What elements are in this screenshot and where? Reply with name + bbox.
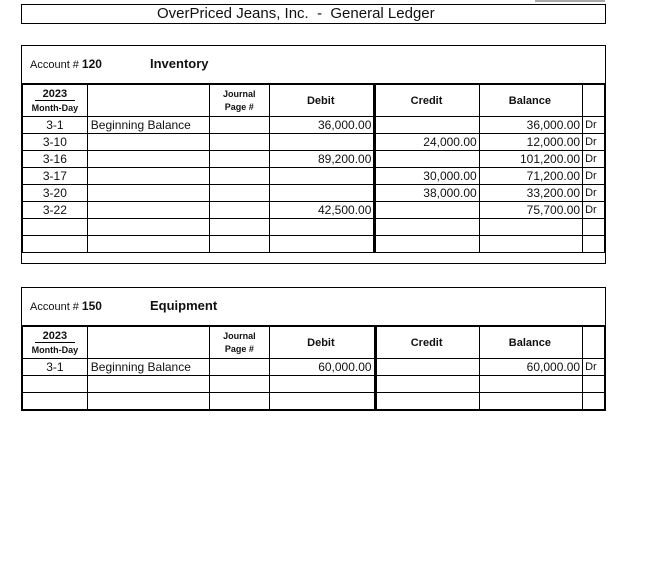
credit-cell bbox=[375, 393, 479, 410]
journal-page-cell bbox=[209, 185, 270, 202]
description-cell bbox=[87, 185, 209, 202]
balance-cell: 33,200.00 bbox=[479, 185, 582, 202]
page-title: OverPriced Jeans, Inc. - General Ledger bbox=[157, 5, 435, 22]
credit-cell: 38,000.00 bbox=[375, 185, 479, 202]
balance-side-cell: Dr bbox=[583, 359, 605, 376]
debit-cell bbox=[270, 236, 375, 253]
ledger-table bbox=[22, 326, 605, 410]
credit-cell bbox=[375, 376, 479, 393]
journal-page-cell bbox=[209, 393, 270, 410]
account-name: Equipment bbox=[150, 298, 218, 313]
description-cell: Beginning Balance bbox=[87, 359, 209, 376]
top-edge-mark bbox=[535, 0, 605, 2]
account-label: Account # 150 bbox=[30, 299, 102, 313]
table-row bbox=[23, 168, 605, 185]
credit-cell bbox=[375, 236, 479, 253]
balance-cell bbox=[479, 393, 582, 410]
date-cell: 3-20 bbox=[23, 185, 88, 202]
date-header: 2023 Month-Day bbox=[23, 327, 88, 359]
table-row bbox=[23, 202, 605, 219]
journal-page-cell bbox=[209, 134, 270, 151]
balance-cell: 101,200.00 bbox=[479, 151, 582, 168]
column-header-row bbox=[23, 327, 605, 359]
balance-cell bbox=[479, 236, 582, 253]
description-cell bbox=[87, 134, 209, 151]
journal-page-cell bbox=[209, 151, 270, 168]
credit-header: Credit bbox=[375, 85, 479, 117]
balance-side-cell: Dr bbox=[583, 168, 605, 185]
description-cell bbox=[87, 219, 209, 236]
description-cell bbox=[87, 236, 209, 253]
table-row bbox=[23, 393, 605, 410]
balance-side-cell: Dr bbox=[583, 151, 605, 168]
table-row bbox=[23, 359, 605, 376]
account-number: 120 bbox=[81, 57, 102, 71]
description-header bbox=[87, 327, 209, 359]
credit-cell: 30,000.00 bbox=[375, 168, 479, 185]
column-header-row bbox=[23, 85, 605, 117]
table-row bbox=[23, 236, 605, 253]
description-header bbox=[87, 85, 209, 117]
debit-cell bbox=[270, 219, 375, 236]
date-cell: 3-10 bbox=[23, 134, 88, 151]
account-header bbox=[22, 46, 605, 84]
date-header: 2023 Month-Day bbox=[23, 85, 88, 117]
balance-cell: 71,200.00 bbox=[479, 168, 582, 185]
debit-cell bbox=[270, 376, 375, 393]
ledger-equipment bbox=[21, 287, 606, 411]
balance-side-cell bbox=[583, 376, 605, 393]
account-name: Inventory bbox=[150, 56, 209, 71]
journal-page-cell bbox=[209, 219, 270, 236]
balance-header: Balance bbox=[479, 327, 582, 359]
date-cell bbox=[23, 393, 88, 410]
journal-page-header: Journal Page # bbox=[209, 85, 270, 117]
description-cell bbox=[87, 168, 209, 185]
journal-page-cell bbox=[209, 117, 270, 134]
balance-cell bbox=[479, 376, 582, 393]
table-row bbox=[23, 219, 605, 236]
description-cell bbox=[87, 151, 209, 168]
date-cell bbox=[23, 236, 88, 253]
debit-header: Debit bbox=[270, 85, 375, 117]
description-cell bbox=[87, 202, 209, 219]
account-number: 150 bbox=[81, 299, 102, 313]
ledger-inventory bbox=[21, 45, 606, 264]
credit-header: Credit bbox=[375, 327, 479, 359]
credit-cell bbox=[375, 151, 479, 168]
date-cell: 3-1 bbox=[23, 359, 88, 376]
balance-side-cell bbox=[583, 219, 605, 236]
date-cell bbox=[23, 219, 88, 236]
balance-cell: 60,000.00 bbox=[479, 359, 582, 376]
debit-cell bbox=[270, 393, 375, 410]
debit-cell bbox=[270, 134, 375, 151]
date-cell bbox=[23, 376, 88, 393]
balance-side-cell bbox=[583, 393, 605, 410]
date-cell: 3-16 bbox=[23, 151, 88, 168]
credit-cell: 24,000.00 bbox=[375, 134, 479, 151]
account-header bbox=[22, 288, 605, 326]
debit-cell: 36,000.00 bbox=[270, 117, 375, 134]
balance-side-cell: Dr bbox=[583, 185, 605, 202]
journal-page-cell bbox=[209, 236, 270, 253]
description-cell bbox=[87, 376, 209, 393]
description-cell: Beginning Balance bbox=[87, 117, 209, 134]
ledger-table bbox=[22, 84, 605, 253]
table-row bbox=[23, 185, 605, 202]
table-row bbox=[23, 376, 605, 393]
side-header bbox=[583, 85, 605, 117]
balance-cell bbox=[479, 219, 582, 236]
journal-page-cell bbox=[209, 168, 270, 185]
table-row bbox=[23, 151, 605, 168]
balance-side-cell bbox=[583, 236, 605, 253]
table-row bbox=[23, 134, 605, 151]
date-cell: 3-22 bbox=[23, 202, 88, 219]
credit-cell bbox=[375, 202, 479, 219]
balance-cell: 75,700.00 bbox=[479, 202, 582, 219]
credit-cell bbox=[375, 359, 479, 376]
description-cell bbox=[87, 393, 209, 410]
journal-page-header: Journal Page # bbox=[209, 327, 270, 359]
debit-cell bbox=[270, 168, 375, 185]
balance-cell: 12,000.00 bbox=[479, 134, 582, 151]
balance-side-cell: Dr bbox=[583, 202, 605, 219]
debit-cell bbox=[270, 185, 375, 202]
side-header bbox=[583, 327, 605, 359]
table-row bbox=[23, 117, 605, 134]
balance-side-cell: Dr bbox=[583, 134, 605, 151]
balance-header: Balance bbox=[479, 85, 582, 117]
date-cell: 3-1 bbox=[23, 117, 88, 134]
balance-cell: 36,000.00 bbox=[479, 117, 582, 134]
account-label: Account # 120 bbox=[30, 57, 102, 71]
journal-page-cell bbox=[209, 202, 270, 219]
journal-page-cell bbox=[209, 359, 270, 376]
date-cell: 3-17 bbox=[23, 168, 88, 185]
balance-side-cell: Dr bbox=[583, 117, 605, 134]
credit-cell bbox=[375, 117, 479, 134]
journal-page-cell bbox=[209, 376, 270, 393]
debit-cell: 42,500.00 bbox=[270, 202, 375, 219]
credit-cell bbox=[375, 219, 479, 236]
debit-cell: 60,000.00 bbox=[270, 359, 375, 376]
debit-cell: 89,200.00 bbox=[270, 151, 375, 168]
debit-header: Debit bbox=[270, 327, 375, 359]
